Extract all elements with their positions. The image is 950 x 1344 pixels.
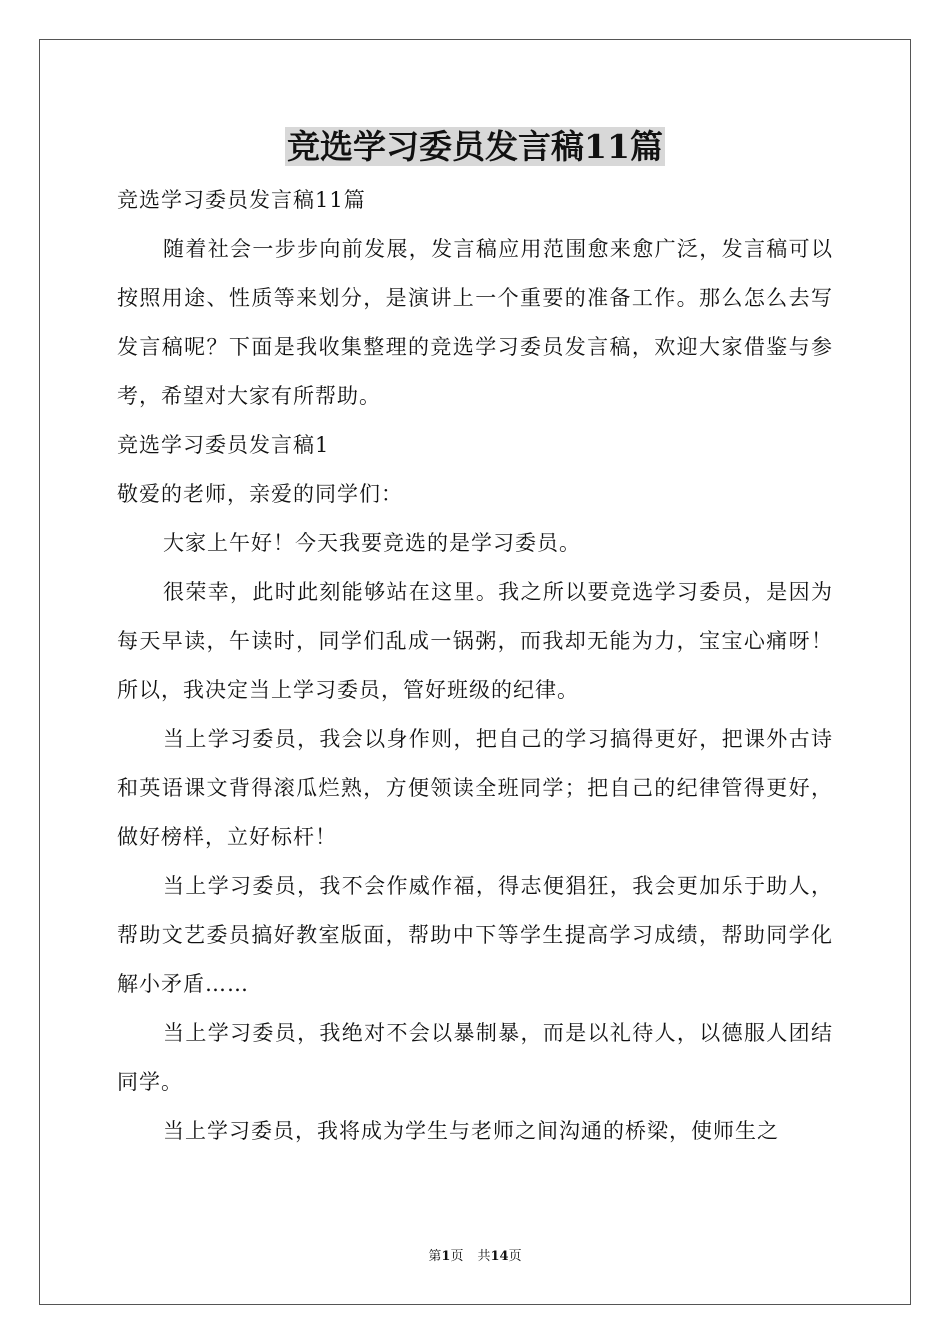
page-label-prefix: 第 bbox=[428, 1249, 442, 1264]
document-title-text: 竞选学习委员发言稿11篇 bbox=[287, 127, 663, 166]
document-title bbox=[0, 124, 950, 170]
total-pages: 14 bbox=[490, 1249, 509, 1264]
paragraph: 当上学习委员，我会以身作则，把自己的学习搞得更好，把课外古诗和英语课文背得滚瓜烂熟，方便领读全班同学；把自己的纪律管得更好，做好榜样，立好标杆！ bbox=[117, 727, 833, 849]
total-label-prefix: 共 bbox=[477, 1249, 491, 1264]
page-label-suffix: 页 bbox=[450, 1249, 464, 1264]
paragraph: 大家上午好！今天我要竞选的是学习委员。 bbox=[163, 531, 581, 555]
paragraph: 当上学习委员，我绝对不会以暴制暴，而是以礼待人，以德服人团结同学。 bbox=[117, 1021, 833, 1094]
paragraph: 很荣幸，此时此刻能够站在这里。我之所以要竞选学习委员，是因为每天早读，午读时，同学们乱成一锅粥，而我却无能为力，宝宝心痛呀！所以，我决定当上学习委员，管好班级的纪律。 bbox=[117, 580, 833, 702]
page-number: 1 bbox=[441, 1249, 451, 1264]
page-footer bbox=[0, 1247, 950, 1267]
total-label-suffix: 页 bbox=[508, 1249, 522, 1264]
paragraph: 竞选学习委员发言稿11篇 bbox=[117, 188, 366, 212]
paragraph: 竞选学习委员发言稿1 bbox=[117, 433, 330, 457]
paragraph: 当上学习委员，我将成为学生与老师之间沟通的桥梁，使师生之 bbox=[163, 1119, 779, 1143]
document-body bbox=[117, 176, 833, 1156]
paragraph: 敬爱的老师，亲爱的同学们： bbox=[117, 482, 403, 506]
paragraph: 随着社会一步步向前发展，发言稿应用范围愈来愈广泛，发言稿可以按照用途、性质等来划分，是演讲上一个重要的准备工作。那么怎么去写发言稿呢？下面是我收集整理的竞选学习委员发言稿，欢迎大家借鉴与参考，希望对大家有所帮助。 bbox=[117, 237, 833, 408]
paragraph: 当上学习委员，我不会作威作福，得志便猖狂，我会更加乐于助人，帮助文艺委员搞好教室版面，帮助中下等学生提高学习成绩，帮助同学化解小矛盾…… bbox=[117, 874, 833, 996]
